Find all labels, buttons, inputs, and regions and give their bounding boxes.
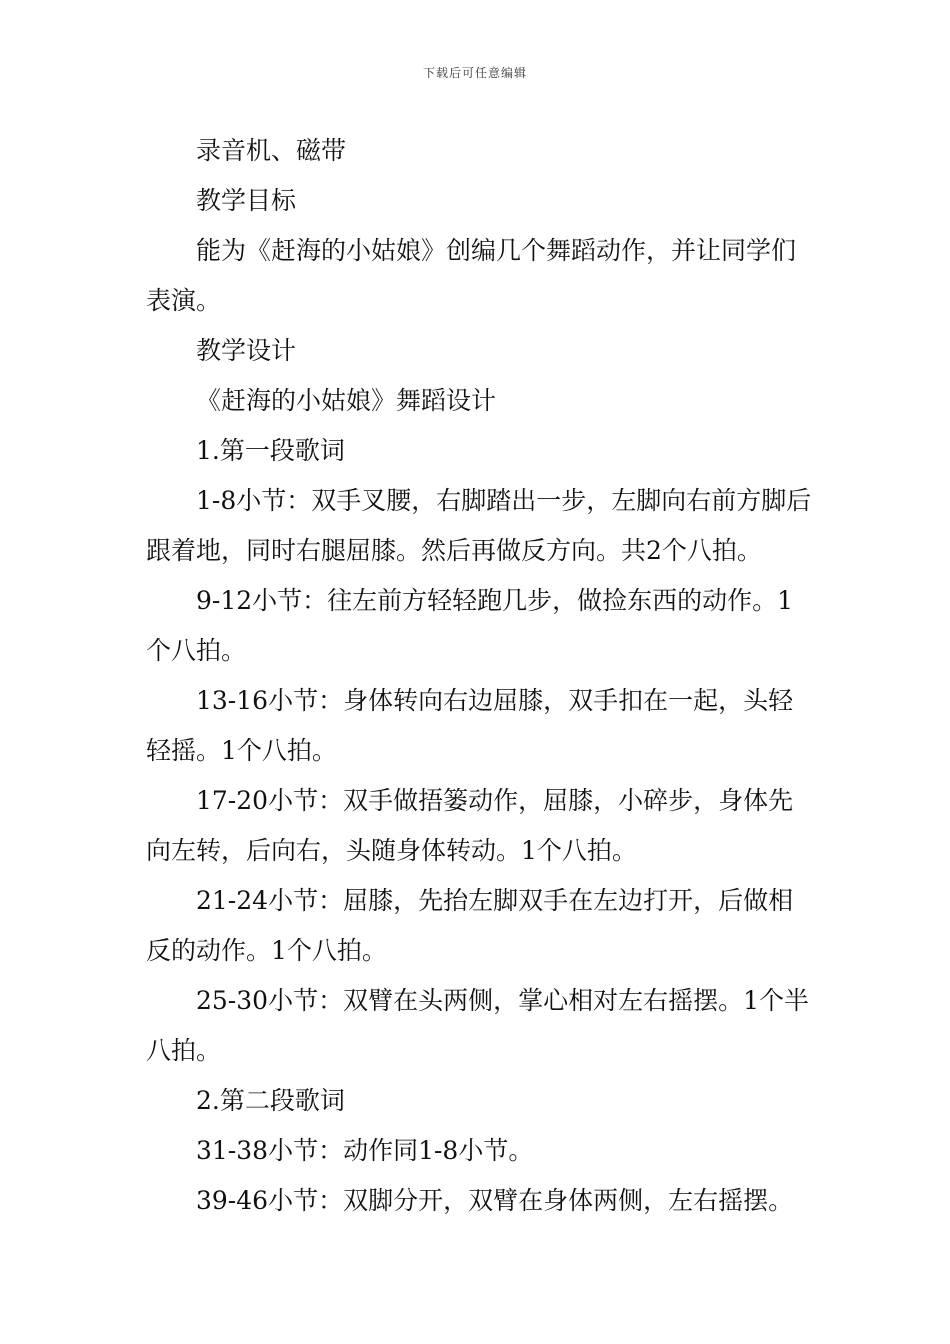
heading-dance-design: 《赶海的小姑娘》舞蹈设计 <box>196 386 497 415</box>
page-header: 下载后可任意编辑 <box>422 66 527 80</box>
heading-verse-1: 1.第一段歌词 <box>196 436 345 465</box>
paragraph-bars-39-46: 39-46小节：双脚分开，双臂在身体两侧，左右摇摆。 <box>196 1186 794 1215</box>
paragraph-bars-13-16: 13-16小节：身体转向右边屈膝，双手扣在一起，头轻轻摇。1个八拍。 <box>146 686 794 765</box>
heading-teaching-design: 教学设计 <box>196 336 297 365</box>
paragraph-bars-25-30: 25-30小节：双臂在头两侧，掌心相对左右摇摆。1个半八拍。 <box>146 986 809 1065</box>
paragraph-goal: 能为《赶海的小姑娘》创编几个舞蹈动作，并让同学们表演。 <box>146 236 797 315</box>
paragraph-materials: 录音机、磁带 <box>196 136 347 165</box>
paragraph-bars-1-8: 1-8小节：双手叉腰，右脚踏出一步，左脚向右前方脚后跟着地，同时右腿屈膝。然后再做反方向。共2个八拍。 <box>146 486 812 565</box>
paragraph-bars-21-24: 21-24小节：屈膝，先抬左脚双手在左边打开，后做相反的动作。1个八拍。 <box>146 886 794 965</box>
paragraph-bars-9-12: 9-12小节：往左前方轻轻跑几步，做捡东西的动作。1个八拍。 <box>146 586 794 665</box>
paragraph-bars-31-38: 31-38小节：动作同1-8小节。 <box>196 1136 534 1165</box>
heading-teaching-goal: 教学目标 <box>196 186 297 215</box>
heading-verse-2: 2.第二段歌词 <box>196 1086 345 1115</box>
paragraph-bars-17-20: 17-20小节：双手做捂篓动作，屈膝，小碎步，身体先向左转，后向右，头随身体转动。1个八拍。 <box>146 786 794 865</box>
document-body <box>146 126 816 1226</box>
